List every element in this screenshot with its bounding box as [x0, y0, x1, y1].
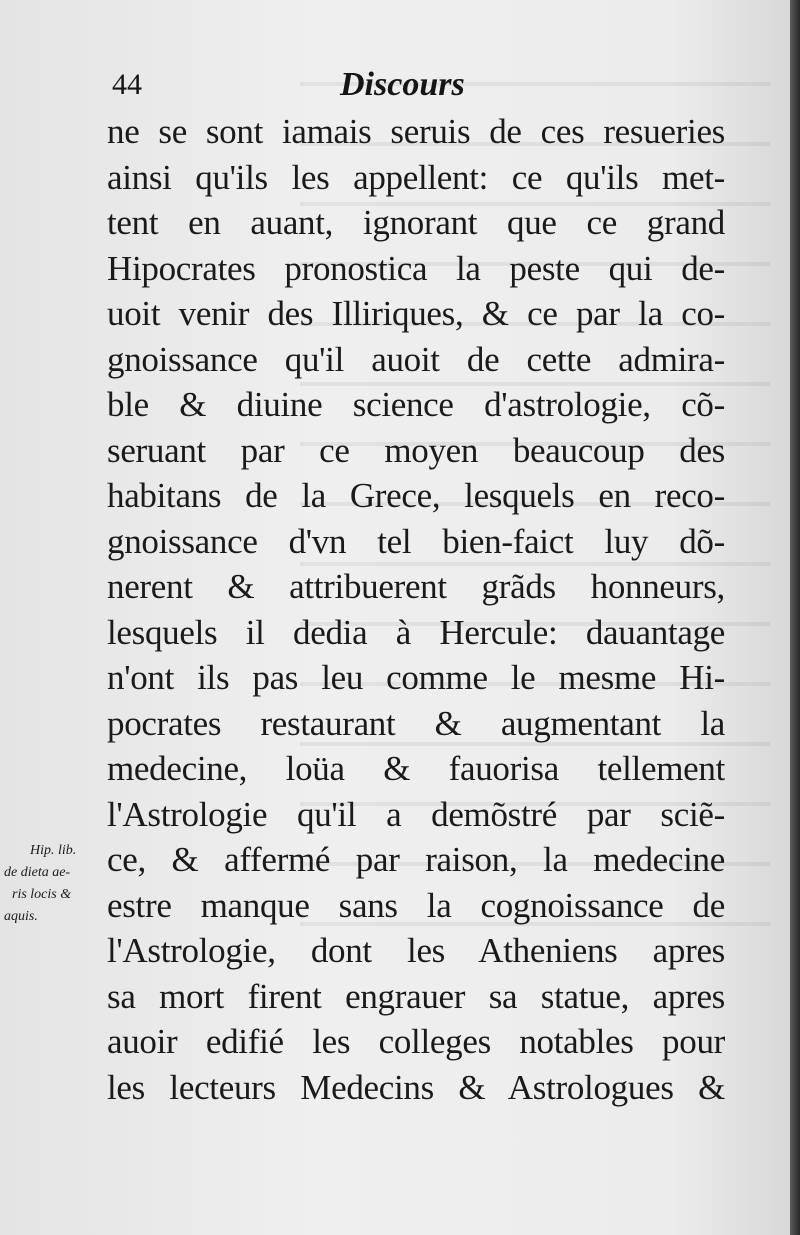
text-line: habitans de la Grece, lesquels en reco-	[107, 476, 725, 515]
marginal-note	[4, 840, 104, 928]
text-line: ne se sont iamais seruis de ces resueries	[107, 112, 725, 151]
text-line: l'Astrologie, dont les Atheniens apres	[107, 931, 725, 970]
text-line: les lecteurs Medecins & Astrologues &	[107, 1067, 725, 1107]
marginal-note-line: de dieta ae-	[4, 865, 71, 880]
text-line: ainsi qu'ils les appellent: ce qu'ils met-	[107, 157, 725, 197]
text-line: nerent & attribuerent grãds honneurs,	[107, 567, 725, 606]
text-line: l'Astrologie qu'il a demõstré par sciẽ-	[107, 794, 725, 834]
text-line: ble & diuine science d'astrologie, cõ-	[107, 385, 725, 424]
text-line: n'ont ils pas leu comme le mesme Hi-	[107, 658, 725, 697]
text-line: ce, & affermé par raison, la medecine	[107, 840, 725, 879]
text-line: lesquels il dedia à Hercule: dauantage	[107, 612, 725, 652]
text-line: medecine, loüa & fauorisa tellement	[107, 749, 725, 788]
page-edge-shadow	[790, 0, 800, 1235]
text-line: estre manque sans la cognoissance de	[107, 885, 725, 925]
page-header	[0, 60, 790, 110]
text-line: Hipocrates pronostica la peste qui de-	[107, 248, 725, 288]
marginal-note-line: aquis.	[4, 909, 38, 924]
text-line: tent en auant, ignorant que ce grand	[107, 203, 725, 242]
text-line: seruant par ce moyen beaucoup des	[107, 430, 725, 470]
marginal-note-line: Hip. lib.	[30, 843, 77, 858]
body-text	[107, 109, 725, 1110]
text-line: auoir edifié les colleges notables pour	[107, 1022, 725, 1061]
running-title: Discours	[340, 66, 465, 103]
marginal-note-line: ris locis &	[12, 887, 72, 902]
text-line: gnoissance qu'il auoit de cette admira-	[107, 339, 725, 379]
text-line: uoit venir des Illiriques, & ce par la co-	[107, 294, 725, 333]
text-line: sa mort firent engrauer sa statue, apres	[107, 976, 725, 1016]
text-line: pocrates restaurant & augmentant la	[107, 703, 725, 743]
text-line: gnoissance d'vn tel bien-faict luy dõ-	[107, 521, 725, 561]
page-number: 44	[112, 68, 142, 101]
